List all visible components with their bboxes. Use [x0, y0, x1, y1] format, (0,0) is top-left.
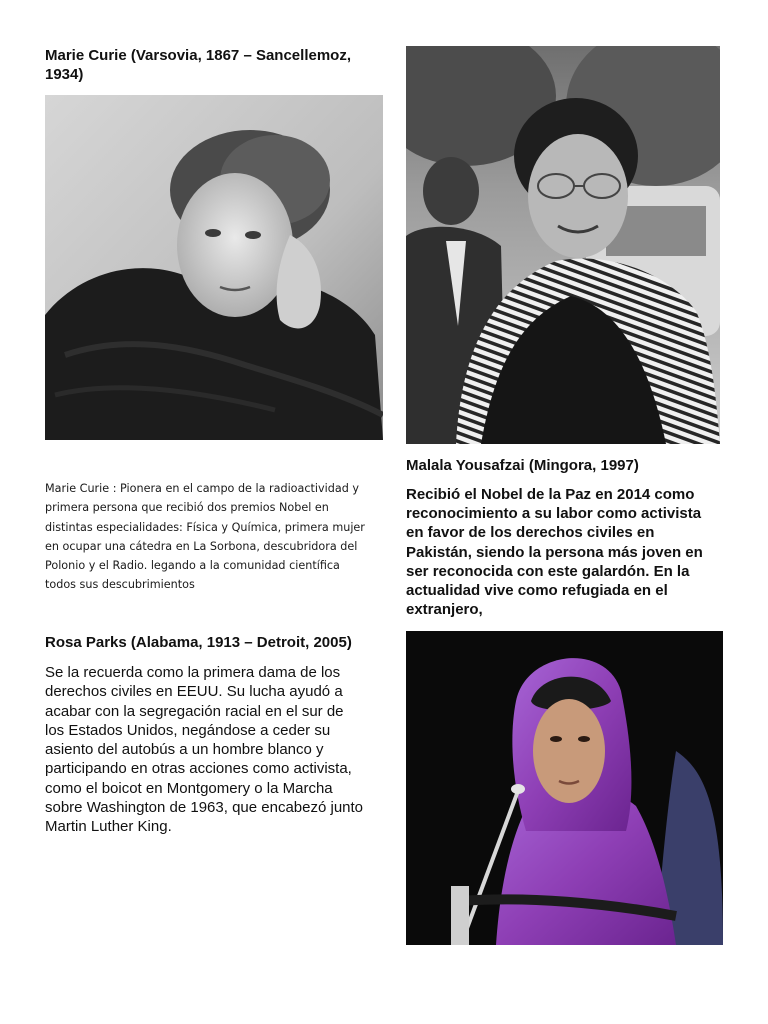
parks-title: Rosa Parks (Alabama, 1913 – Detroit, 2005)	[45, 634, 352, 651]
curie-description: Marie Curie : Pionera en el campo de la radioactividad y primera persona que recibió dos premios Nobel en distintas especialidades: Física y Química, primera mujer en ocupar una cátedra en La Sorbona, descubridora del Polonio y el Radio. legando a la comunidad científica todos sus descubrimientos	[45, 482, 365, 592]
curie-title: Marie Curie (Varsovia, 1867 – Sancellemoz, 1934)	[45, 47, 351, 83]
malala-photo	[406, 631, 723, 945]
malala-title: Malala Yousafzai (Mingora, 1997)	[406, 457, 639, 474]
parks-description: Se la recuerda como la primera dama de los derechos civiles en EEUU. Su lucha ayudó a acabar con la segregación racial en el sur de los Estados Unidos, negándose a ceder su asiento del autobús a un hombre blanco y participando en otras acciones como activista, como el boicot en Montgomery o la Marcha sobre Washington de 1963, que encabezó junto Martin Luther King.	[45, 664, 364, 836]
curie-photo	[45, 95, 383, 440]
parks-photo	[406, 46, 720, 444]
malala-description: Recibió el Nobel de la Paz en 2014 como reconocimiento a su labor como activista en favor de los derechos civiles en Pakistán, siendo la persona más joven en ser reconocida con este galardón. En la actualidad vive como refugiada en el extranjero,	[406, 486, 703, 619]
